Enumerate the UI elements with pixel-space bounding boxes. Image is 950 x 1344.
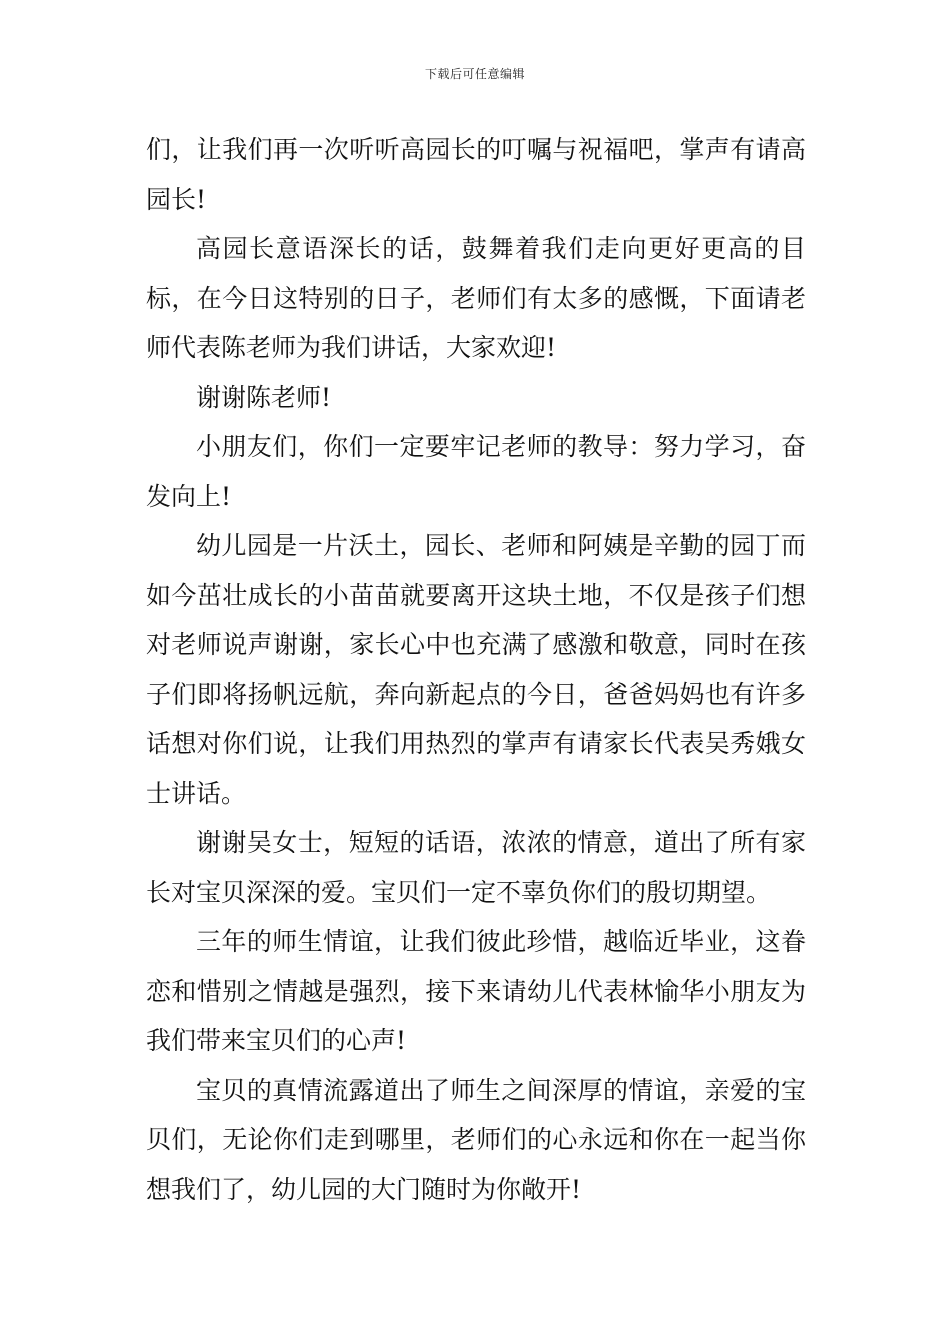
paragraph: 们，让我们再一次听听高园长的叮嘱与祝福吧，掌声有请高园长! [146, 135, 806, 214]
paragraph: 谢谢吴女士，短短的话语，浓浓的情意，道出了所有家长对宝贝深深的爱。宝贝们一定不辜负你们的殷切期望。 [146, 828, 806, 907]
document-body [146, 125, 806, 1214]
paragraph: 宝贝的真情流露道出了师生之间深厚的情谊，亲爱的宝贝们，无论你们走到哪里，老师们的心永远和你在一起当你想我们了，幼儿园的大门随时为你敞开! [146, 1075, 806, 1204]
paragraph: 高园长意语深长的话，鼓舞着我们走向更好更高的目标，在今日这特别的日子，老师们有太多的感慨，下面请老师代表陈老师为我们讲话，大家欢迎! [146, 234, 806, 362]
page-header: 下载后可任意编辑 [424, 67, 525, 81]
paragraph: 小朋友们，你们一定要牢记老师的教导：努力学习，奋发向上! [146, 432, 806, 511]
paragraph: 谢谢陈老师! [196, 382, 332, 412]
paragraph: 三年的师生情谊，让我们彼此珍惜，越临近毕业，这眷恋和惜别之情越是强烈，接下来请幼儿代表林愉华小朋友为我们带来宝贝们的心声! [146, 927, 806, 1055]
paragraph: 幼儿园是一片沃土，园长、老师和阿姨是辛勤的园丁而如今茁壮成长的小苗苗就要离开这块土地，不仅是孩子们想对老师说声谢谢，家长心中也充满了感激和敬意，同时在孩子们即将扬帆远航，奔向新起点的今日，爸爸妈妈也有许多话想对你们说，让我们用热烈的掌声有请家长代表吴秀娥女士讲话。 [146, 531, 806, 808]
